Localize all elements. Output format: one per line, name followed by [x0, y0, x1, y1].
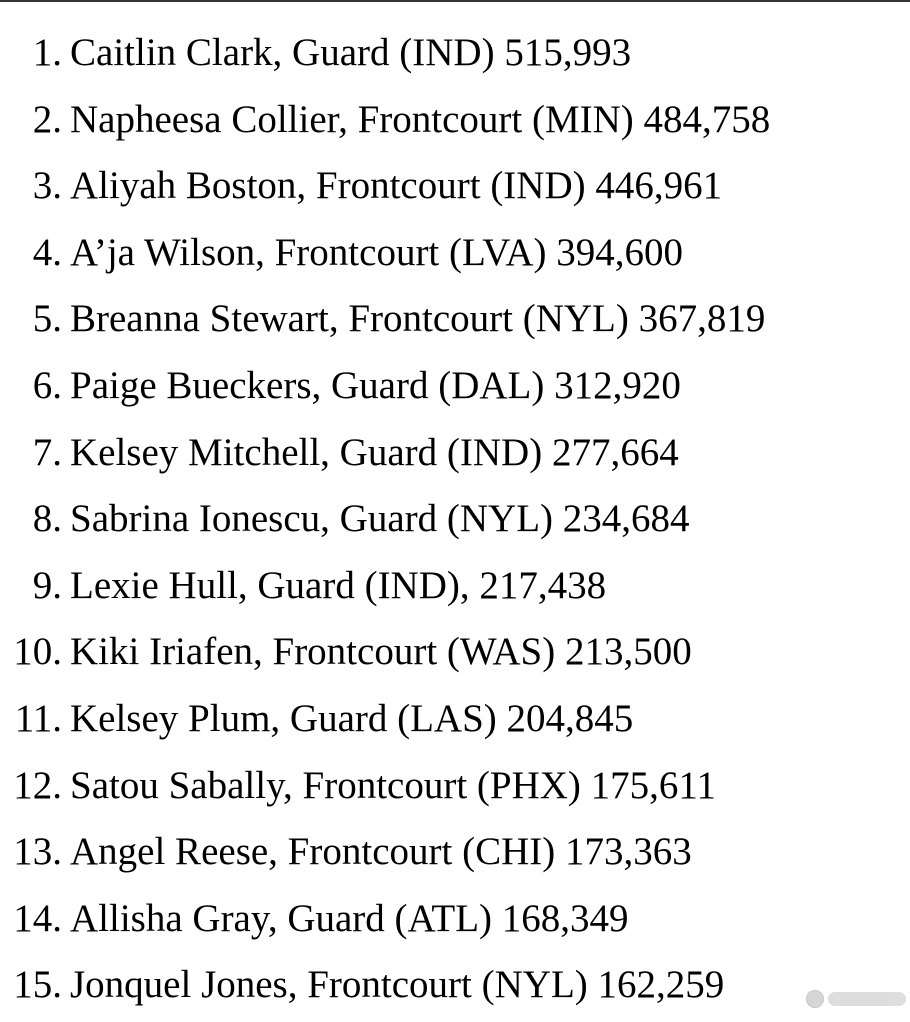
list-item: [0, 619, 910, 686]
rank-number: 5.: [32, 297, 62, 341]
player-entry: Breanna Stewart, Frontcourt (NYL) 367,819: [70, 297, 766, 341]
list-item: [0, 952, 910, 1019]
rank-number: 1.: [32, 31, 62, 74]
watermark-dot-icon: [806, 990, 824, 1008]
rank-number: 2.: [32, 97, 62, 141]
player-entry: Lexie Hull, Guard (IND), 217,438: [70, 563, 607, 607]
player-entry: Angel Reese, Frontcourt (CHI) 173,363: [70, 830, 692, 874]
list-item: [0, 553, 910, 620]
list-item: [0, 753, 910, 820]
player-entry: Napheesa Collier, Frontcourt (MIN) 484,758: [70, 97, 771, 141]
player-entry: Kelsey Mitchell, Guard (IND) 277,664: [70, 430, 679, 474]
list-item: [0, 220, 910, 287]
player-entry: Aliyah Boston, Frontcourt (IND) 446,961: [70, 164, 723, 208]
watermark-bar: [828, 992, 906, 1006]
rank-number: 15.: [13, 963, 62, 1007]
top-divider: [0, 0, 910, 2]
rank-number: 9.: [32, 563, 62, 607]
list-item: [0, 819, 910, 886]
player-entry: Jonquel Jones, Frontcourt (NYL) 162,259: [70, 963, 725, 1007]
rank-number: 3.: [32, 164, 62, 208]
player-entry: Caitlin Clark, Guard (IND) 515,993: [70, 31, 632, 74]
rank-number: 4.: [32, 230, 62, 274]
list-item: [0, 153, 910, 220]
player-entry: Paige Bueckers, Guard (DAL) 312,920: [70, 363, 681, 407]
list-item: [0, 87, 910, 154]
player-entry: Satou Sabally, Frontcourt (PHX) 175,611: [70, 763, 716, 807]
list-item: [0, 286, 910, 353]
list-item: [0, 886, 910, 953]
player-entry: Sabrina Ionescu, Guard (NYL) 234,684: [70, 497, 690, 541]
list-item: [0, 486, 910, 553]
rank-number: 11.: [14, 696, 62, 740]
player-entry: Kelsey Plum, Guard (LAS) 204,845: [70, 696, 634, 740]
rank-number: 10.: [13, 630, 62, 674]
rank-number: 7.: [32, 430, 62, 474]
watermark-icon: [806, 986, 906, 1012]
player-entry: Allisha Gray, Guard (ATL) 168,349: [70, 896, 629, 940]
list-item: [0, 20, 910, 87]
rank-number: 12.: [13, 763, 62, 807]
rank-number: 13.: [13, 830, 62, 874]
player-entry: Kiki Iriafen, Frontcourt (WAS) 213,500: [70, 630, 692, 674]
player-entry: A’ja Wilson, Frontcourt (LVA) 394,600: [70, 230, 684, 274]
rank-number: 14.: [13, 896, 62, 940]
list-item: [0, 420, 910, 487]
list-item: [0, 353, 910, 420]
rank-number: 8.: [32, 497, 62, 541]
ranking-list: [0, 20, 910, 1019]
rank-number: 6.: [32, 363, 62, 407]
list-item: [0, 686, 910, 753]
